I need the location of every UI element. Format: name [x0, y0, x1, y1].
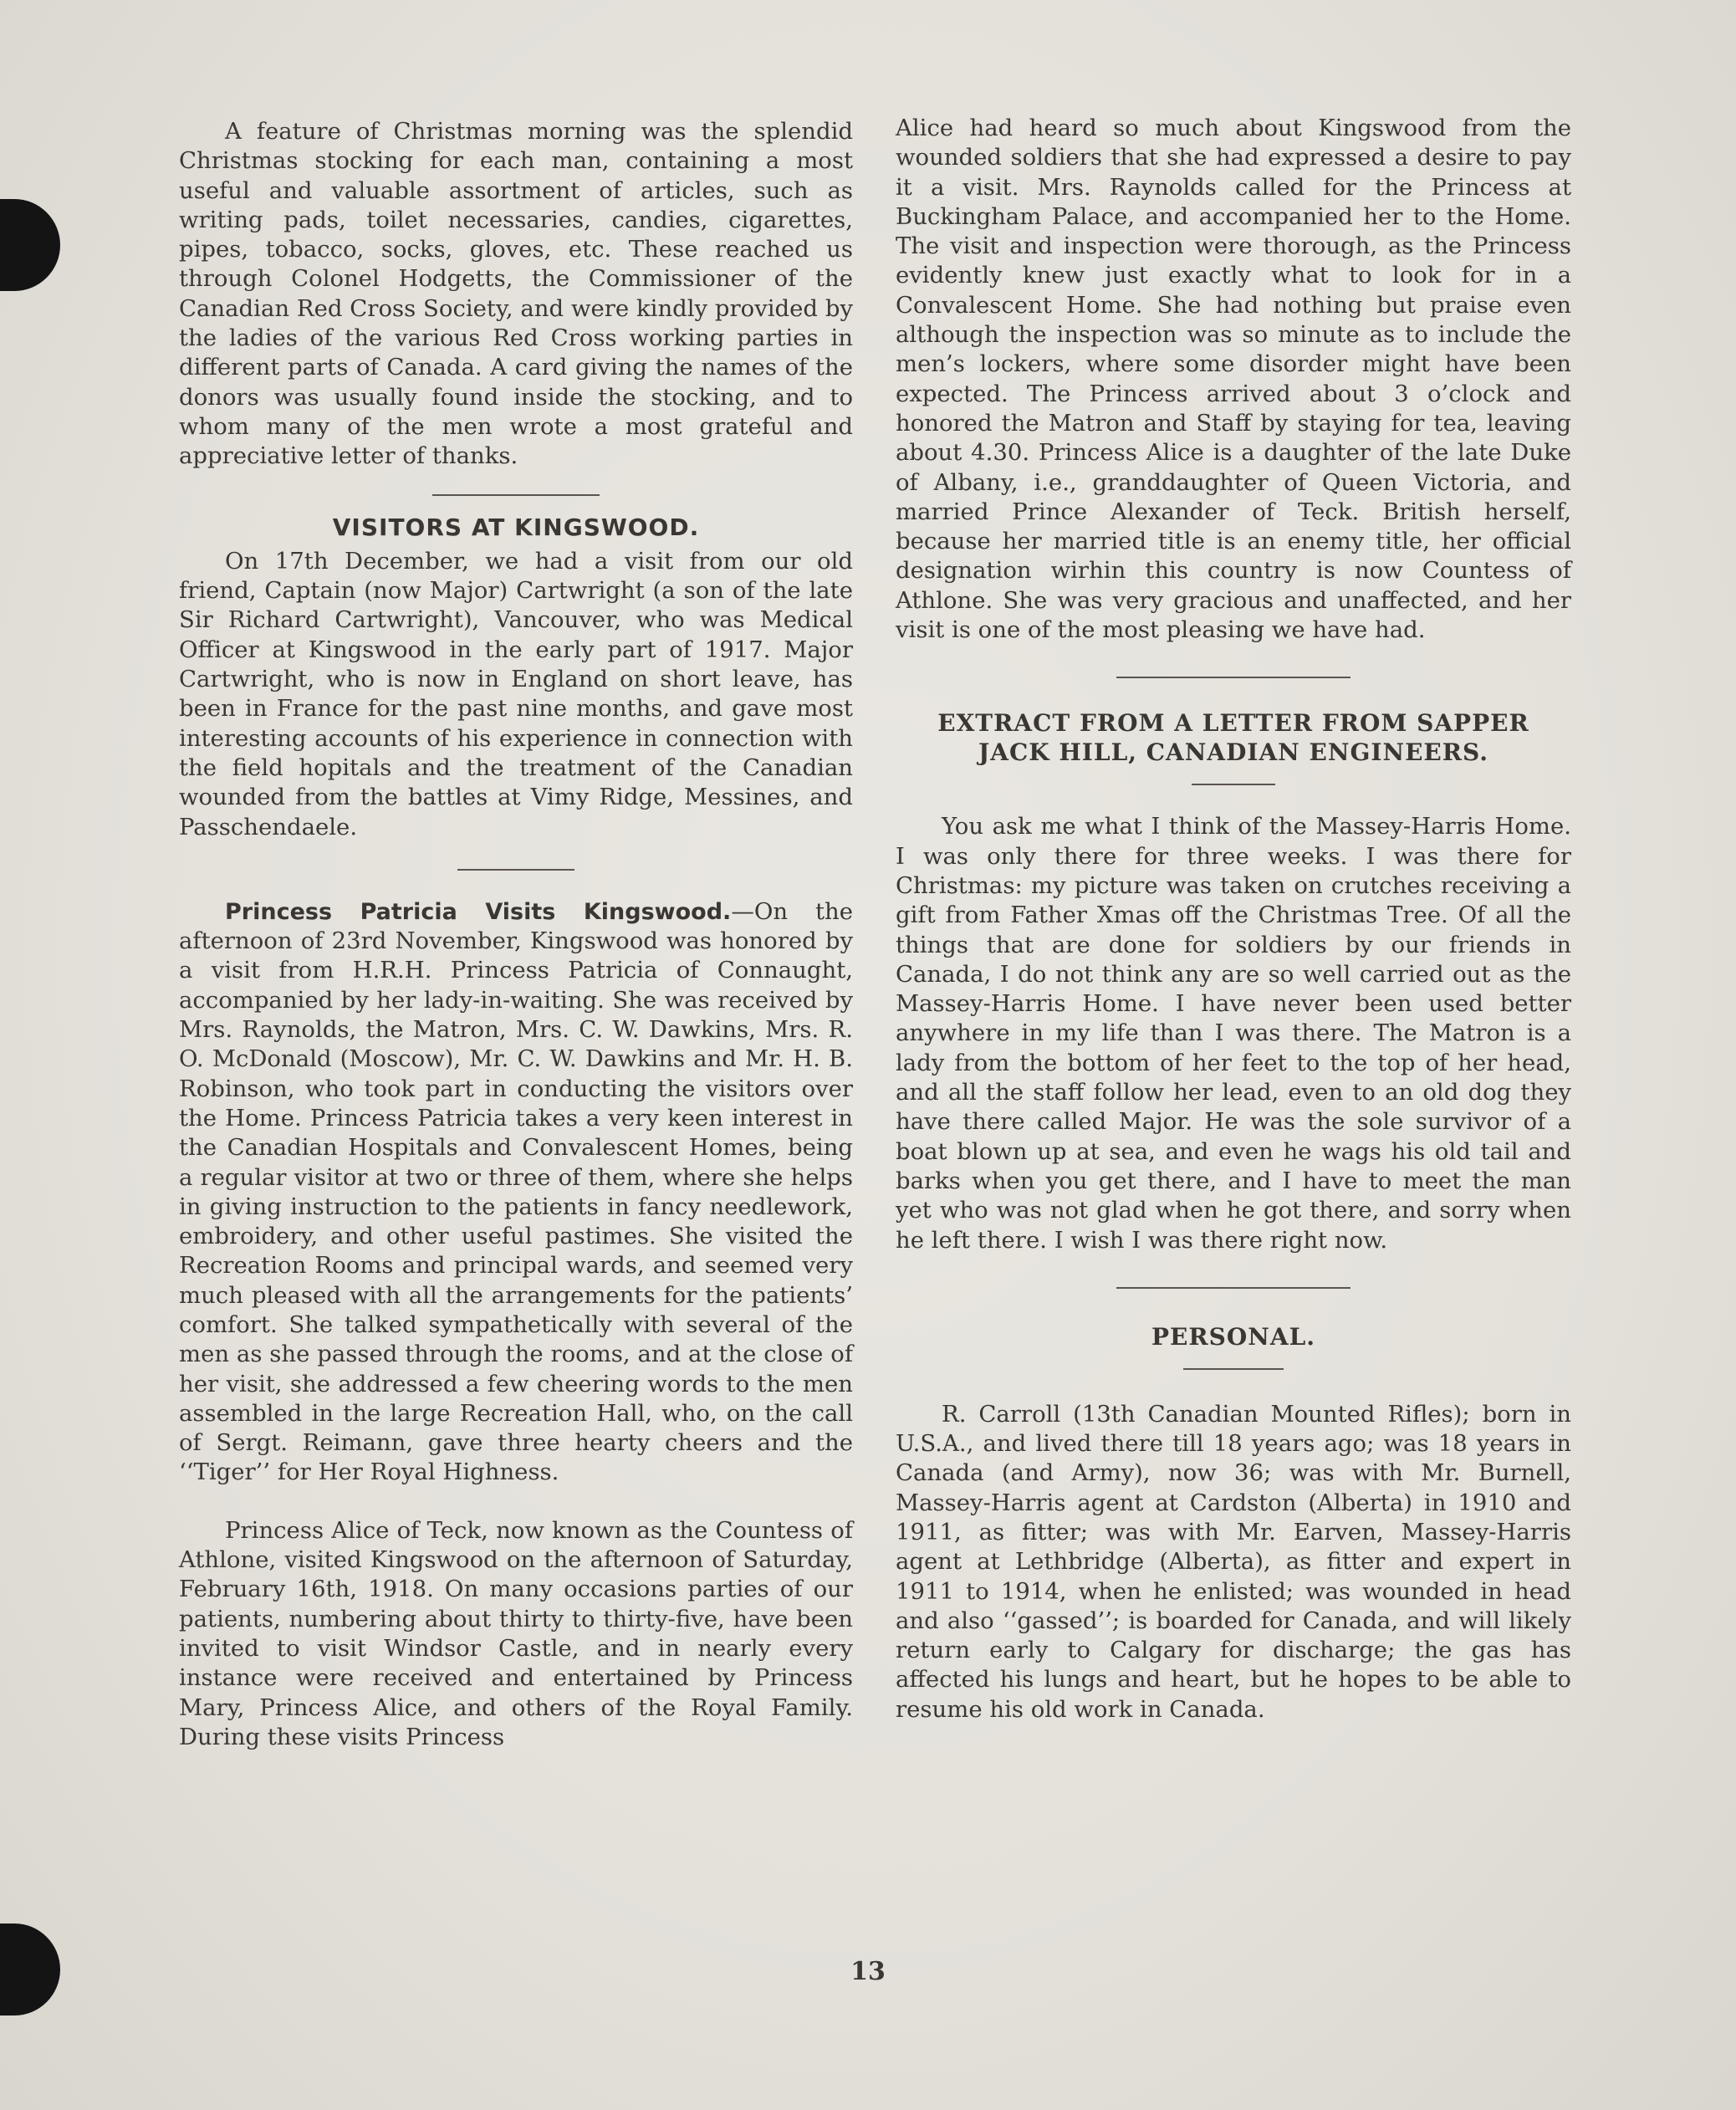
heading-personal: PERSONAL.: [1151, 1322, 1316, 1351]
right-column: [896, 114, 1571, 1724]
princess-patricia-text: —On the afternoon of 23rd November, Kingswood was honored by a visit from H.R.H. Princess Patricia of Connaught, accompanied by her lady-in-waiting. She was received by Mrs. Raynolds, the Matron, Mrs. C. W. Dawkins, Mrs. R. O. McDonald (Moscow), Mr. C. W. Dawkins and Mr. H. B. Robinson, who took part in conducting the visitors over the Home. Princess Patricia takes a very keen interest in the Canadian Hospitals and Convalescent Homes, being a regular visitor at two or three of them, where she helps in giving instruction to the patients in fancy needlework, embroidery, and other useful pastimes. She visited the Recreation Rooms and principal wards, and seemed very much pleased with all the arrangements for the patients’ comfort. She talked sympathetically with several of the men as she passed through the rooms, and at the close of her visit, she addressed a few cheering words to the men assembled in the large Recreation Hall, who, on the call of Sergt. Reimann, gave three hearty cheers and the ‘‘Tiger’’ for Her Royal Highness.: [179, 897, 853, 1486]
paragraph-princess-alice: Princess Alice of Teck, now known as the Countess of Athlone, visited Kingswood on the afternoon of Saturday, February 16th, 1918. On many occasions parties of our patients, numbering about thirty to thirty-five, have been invited to visit Windsor Castle, and in nearly every instance were received and entertained by Princess Mary, Princess Alice, and others of the Royal Family. During these visits Princess: [179, 1516, 853, 1750]
heading-extract-line-1: EXTRACT FROM A LETTER FROM SAPPER: [937, 709, 1529, 738]
left-column: [179, 117, 853, 1752]
binder-punch-hole-top: [0, 199, 60, 291]
section-divider: [1116, 1287, 1351, 1289]
paragraph-princess-patricia: [179, 897, 853, 1488]
heading-extract-line-2: JACK HILL, CANADIAN ENGINEERS.: [978, 738, 1488, 767]
paragraph-christmas-stocking: A feature of Christmas morning was the splendid Christmas stocking for each man, containing a most useful and valuable assortment of articles, such as writing pads, toilet necessaries, candies, cigarettes, pipes, tobacco, socks, gloves, etc. These reached us through Colonel Hodgetts, the Commissioner of the Canadian Red Cross Society, and were kindly provided by the ladies of the various Red Cross working parties in different parts of Canada. A card giving the names of the donors was usually found inside the stocking, and to whom many of the men wrote a most grateful and appreciative letter of thanks.: [179, 118, 853, 470]
paragraph-personal-carroll: R. Carroll (13th Canadian Mounted Rifles); born in U.S.A., and lived there till 18 years ago; was 18 years in Canada (and Army), now 36; was with Mr. Burnell, Massey-Harris agent at Cardston (Alberta) in 1910 and 1911, as fitter; was with Mr. Earven, Massey-Harris agent at Lethbridge (Alberta), as fitter and expert in 1911 to 1914, when he enlisted; was wounded in head and also ‘‘gassed’’; is boarded for Canada, and will likely return early to Calgary for discharge; the gas has affected his lungs and heart, but he hopes to be able to resume his old work in Canada.: [896, 1400, 1571, 1723]
section-divider: [1116, 677, 1351, 678]
heading-extract-letter: [896, 708, 1571, 767]
runin-princess-patricia-visits: Princess Patricia Visits Kingswood.: [225, 898, 732, 925]
section-divider: [1183, 1368, 1284, 1370]
page-number: 13: [850, 1957, 886, 1986]
section-divider: [1192, 784, 1275, 785]
section-divider: [432, 494, 600, 496]
section-divider: [457, 869, 574, 871]
heading-visitors-at-kingswood: VISITORS AT KINGSWOOD.: [332, 513, 700, 541]
paragraph-cartwright-visit: On 17th December, we had a visit from our old friend, Captain (now Major) Cartwright (a son of the late Sir Richard Cartwright), Vancouver, who was Medical Officer at Kingswood in the early part of 1917. Major Cartwright, who is now in England on short leave, has been in France for the past nine months, and gave most interesting accounts of his experience in connection with the field hopitals and the treatment of the Canadian wounded from the battles at Vimy Ridge, Messines, and Passchendaele.: [179, 547, 853, 840]
paragraph-sapper-letter: You ask me what I think of the Massey-Harris Home. I was only there for three weeks. I was there for Christmas: my picture was taken on crutches receiving a gift from Father Xmas off the Christmas Tree. Of all the things that are done for soldiers by our friends in Canada, I do not think any are so well carried out as the Massey-Harris Home. I have never been used better anywhere in my life than I was there. The Matron is a lady from the bottom of her feet to the top of her head, and all the staff follow her lead, even to an old dog they have there called Major. He was the sole survivor of a boat blown up at sea, and even he wags his old tail and barks when you get there, and I have to meet the man yet who was not glad when he got there, and sorry when he left there. I wish I was there right now.: [896, 813, 1571, 1254]
paragraph-princess-alice-continued: Alice had heard so much about Kingswood from the wounded soldiers that she had expressed a desire to pay it a visit. Mrs. Raynolds called for the Princess at Buckingham Palace, and accompanied her to the Home. The visit and inspection were thorough, as the Princess evidently knew just exactly what to look for in a Convalescent Home. She had nothing but praise even although the inspection was so minute as to include the men’s lockers, where some disorder might have been expected. The Princess arrived about 3 o’clock and honored the Matron and Staff by staying for tea, leaving about 4.30. Princess Alice is a daughter of the late Duke of Albany, i.e., granddaughter of Queen Victoria, and married Prince Alexander of Teck. British herself, because her married title is an enemy title, her official designation wirhin this country is now Countess of Athlone. She was very gracious and unaffected, and her visit is one of the most pleasing we have had.: [896, 115, 1571, 644]
